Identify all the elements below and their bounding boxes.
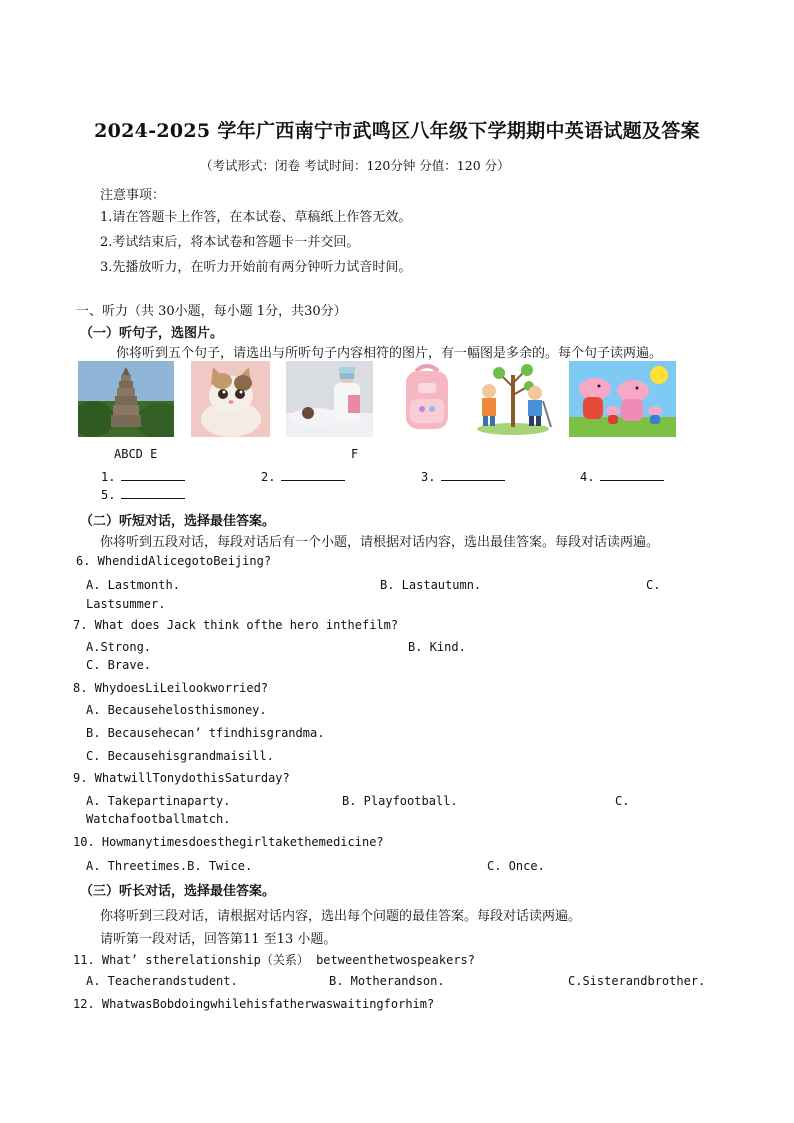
picture-peppa-pig [569, 361, 676, 437]
part-heading: （二）听短对话，选择最佳答案。 [80, 514, 276, 529]
option-b[interactable]: B. Becausehecan’ tfindhisgrandma. [86, 726, 325, 740]
option-c-label[interactable]: C. [646, 578, 661, 592]
option-c[interactable]: C. Brave. [86, 658, 152, 672]
picture-labels: ABCD E [114, 447, 158, 461]
option-c-text: Lastsummer. [86, 597, 166, 611]
answer-blank-2[interactable]: 2. [261, 468, 345, 484]
option-a[interactable]: A.Strong. [86, 640, 152, 654]
option-ab[interactable]: A. Threetimes.B. Twice. [86, 859, 253, 873]
question-6: 6. WhendidAlicegotoBeijing? [76, 554, 272, 568]
notice-item: 3.先播放听力，在听力开始前有两分钟听力试音时间。 [100, 260, 412, 275]
section-heading: 一、听力（共 30小题，每小题 1分，共30分） [76, 304, 347, 319]
answer-blank-4[interactable]: 4. [580, 468, 664, 484]
option-b[interactable]: B. Motherandson. [329, 974, 445, 988]
option-c-label[interactable]: C. [615, 794, 630, 808]
part-heading: （三）听长对话，选择最佳答案。 [80, 884, 276, 899]
option-c[interactable]: C. Once. [487, 859, 545, 873]
option-a[interactable]: A. Lastmonth. [86, 578, 180, 592]
part-instruction-2: 请听第一段对话，回答第11 至13 小题。 [100, 932, 337, 947]
notice-heading: 注意事项： [100, 188, 166, 203]
answer-blank-1[interactable]: 1. [101, 468, 185, 484]
blank-line [281, 468, 345, 481]
picture-schoolbag [392, 361, 462, 437]
picture-hospital [286, 361, 373, 437]
question-11: 11. What’ stherelationship（关系） betweenthetwospeakers? [73, 953, 476, 967]
part-heading: （一）听句子，选图片。 [80, 326, 224, 341]
answer-blank-3[interactable]: 3. [421, 468, 505, 484]
part-instruction: 你将听到五个句子，请选出与所听句子内容相符的图片，有一幅图是多余的。每个句子读两遍。 [116, 346, 663, 361]
exam-info: （考试形式：闭卷 考试时间：120分钟 分值：120 分） [200, 158, 510, 173]
option-b[interactable]: B. Lastautumn. [380, 578, 482, 592]
option-c-text: Watchafootballmatch. [86, 812, 231, 826]
picture-planting-tree [469, 361, 556, 437]
question-12: 12. WhatwasBobdoingwhilehisfatherwaswaitingforhim? [73, 997, 435, 1011]
question-7: 7. What does Jack think ofthe hero inthefilm? [73, 618, 399, 632]
picture-cat [191, 361, 270, 437]
picture-pagoda [78, 361, 174, 437]
option-b[interactable]: B. Playfootball. [342, 794, 458, 808]
option-c[interactable]: C.Sisterandbrother. [568, 974, 706, 988]
question-9: 9. WhatwillTonydothisSaturday? [73, 771, 290, 785]
blank-line [600, 468, 664, 481]
option-c[interactable]: C. Becausehisgrandmaisill. [86, 749, 274, 763]
blank-line [121, 486, 185, 499]
part-instruction: 你将听到五段对话，每段对话后有一个小题，请根据对话内容，选出最佳答案。每段对话读两遍。 [100, 535, 660, 550]
option-a[interactable]: A. Takepartinaparty. [86, 794, 231, 808]
option-a[interactable]: A. Teacherandstudent. [86, 974, 238, 988]
notice-item: 1.请在答题卡上作答，在本试卷、草稿纸上作答无效。 [100, 210, 412, 225]
option-b[interactable]: B. Kind. [408, 640, 466, 654]
question-10: 10. Howmanytimesdoesthegirltakethemedicine? [73, 835, 384, 849]
question-8: 8. WhydoesLiLeilookworried? [73, 681, 269, 695]
notice-item: 2.考试结束后，将本试卷和答题卡一并交回。 [100, 235, 360, 250]
picture-label-f: F [351, 447, 359, 461]
option-a[interactable]: A. Becausehelosthismoney. [86, 703, 267, 717]
page-title: 2024-2025 学年广西南宁市武鸣区八年级下学期期中英语试题及答案 [94, 120, 700, 142]
blank-line [121, 468, 185, 481]
blank-line [441, 468, 505, 481]
answer-blank-5[interactable]: 5. [101, 486, 185, 502]
part-instruction: 你将听到三段对话，请根据对话内容，选出每个问题的最佳答案。每段对话读两遍。 [100, 909, 582, 924]
